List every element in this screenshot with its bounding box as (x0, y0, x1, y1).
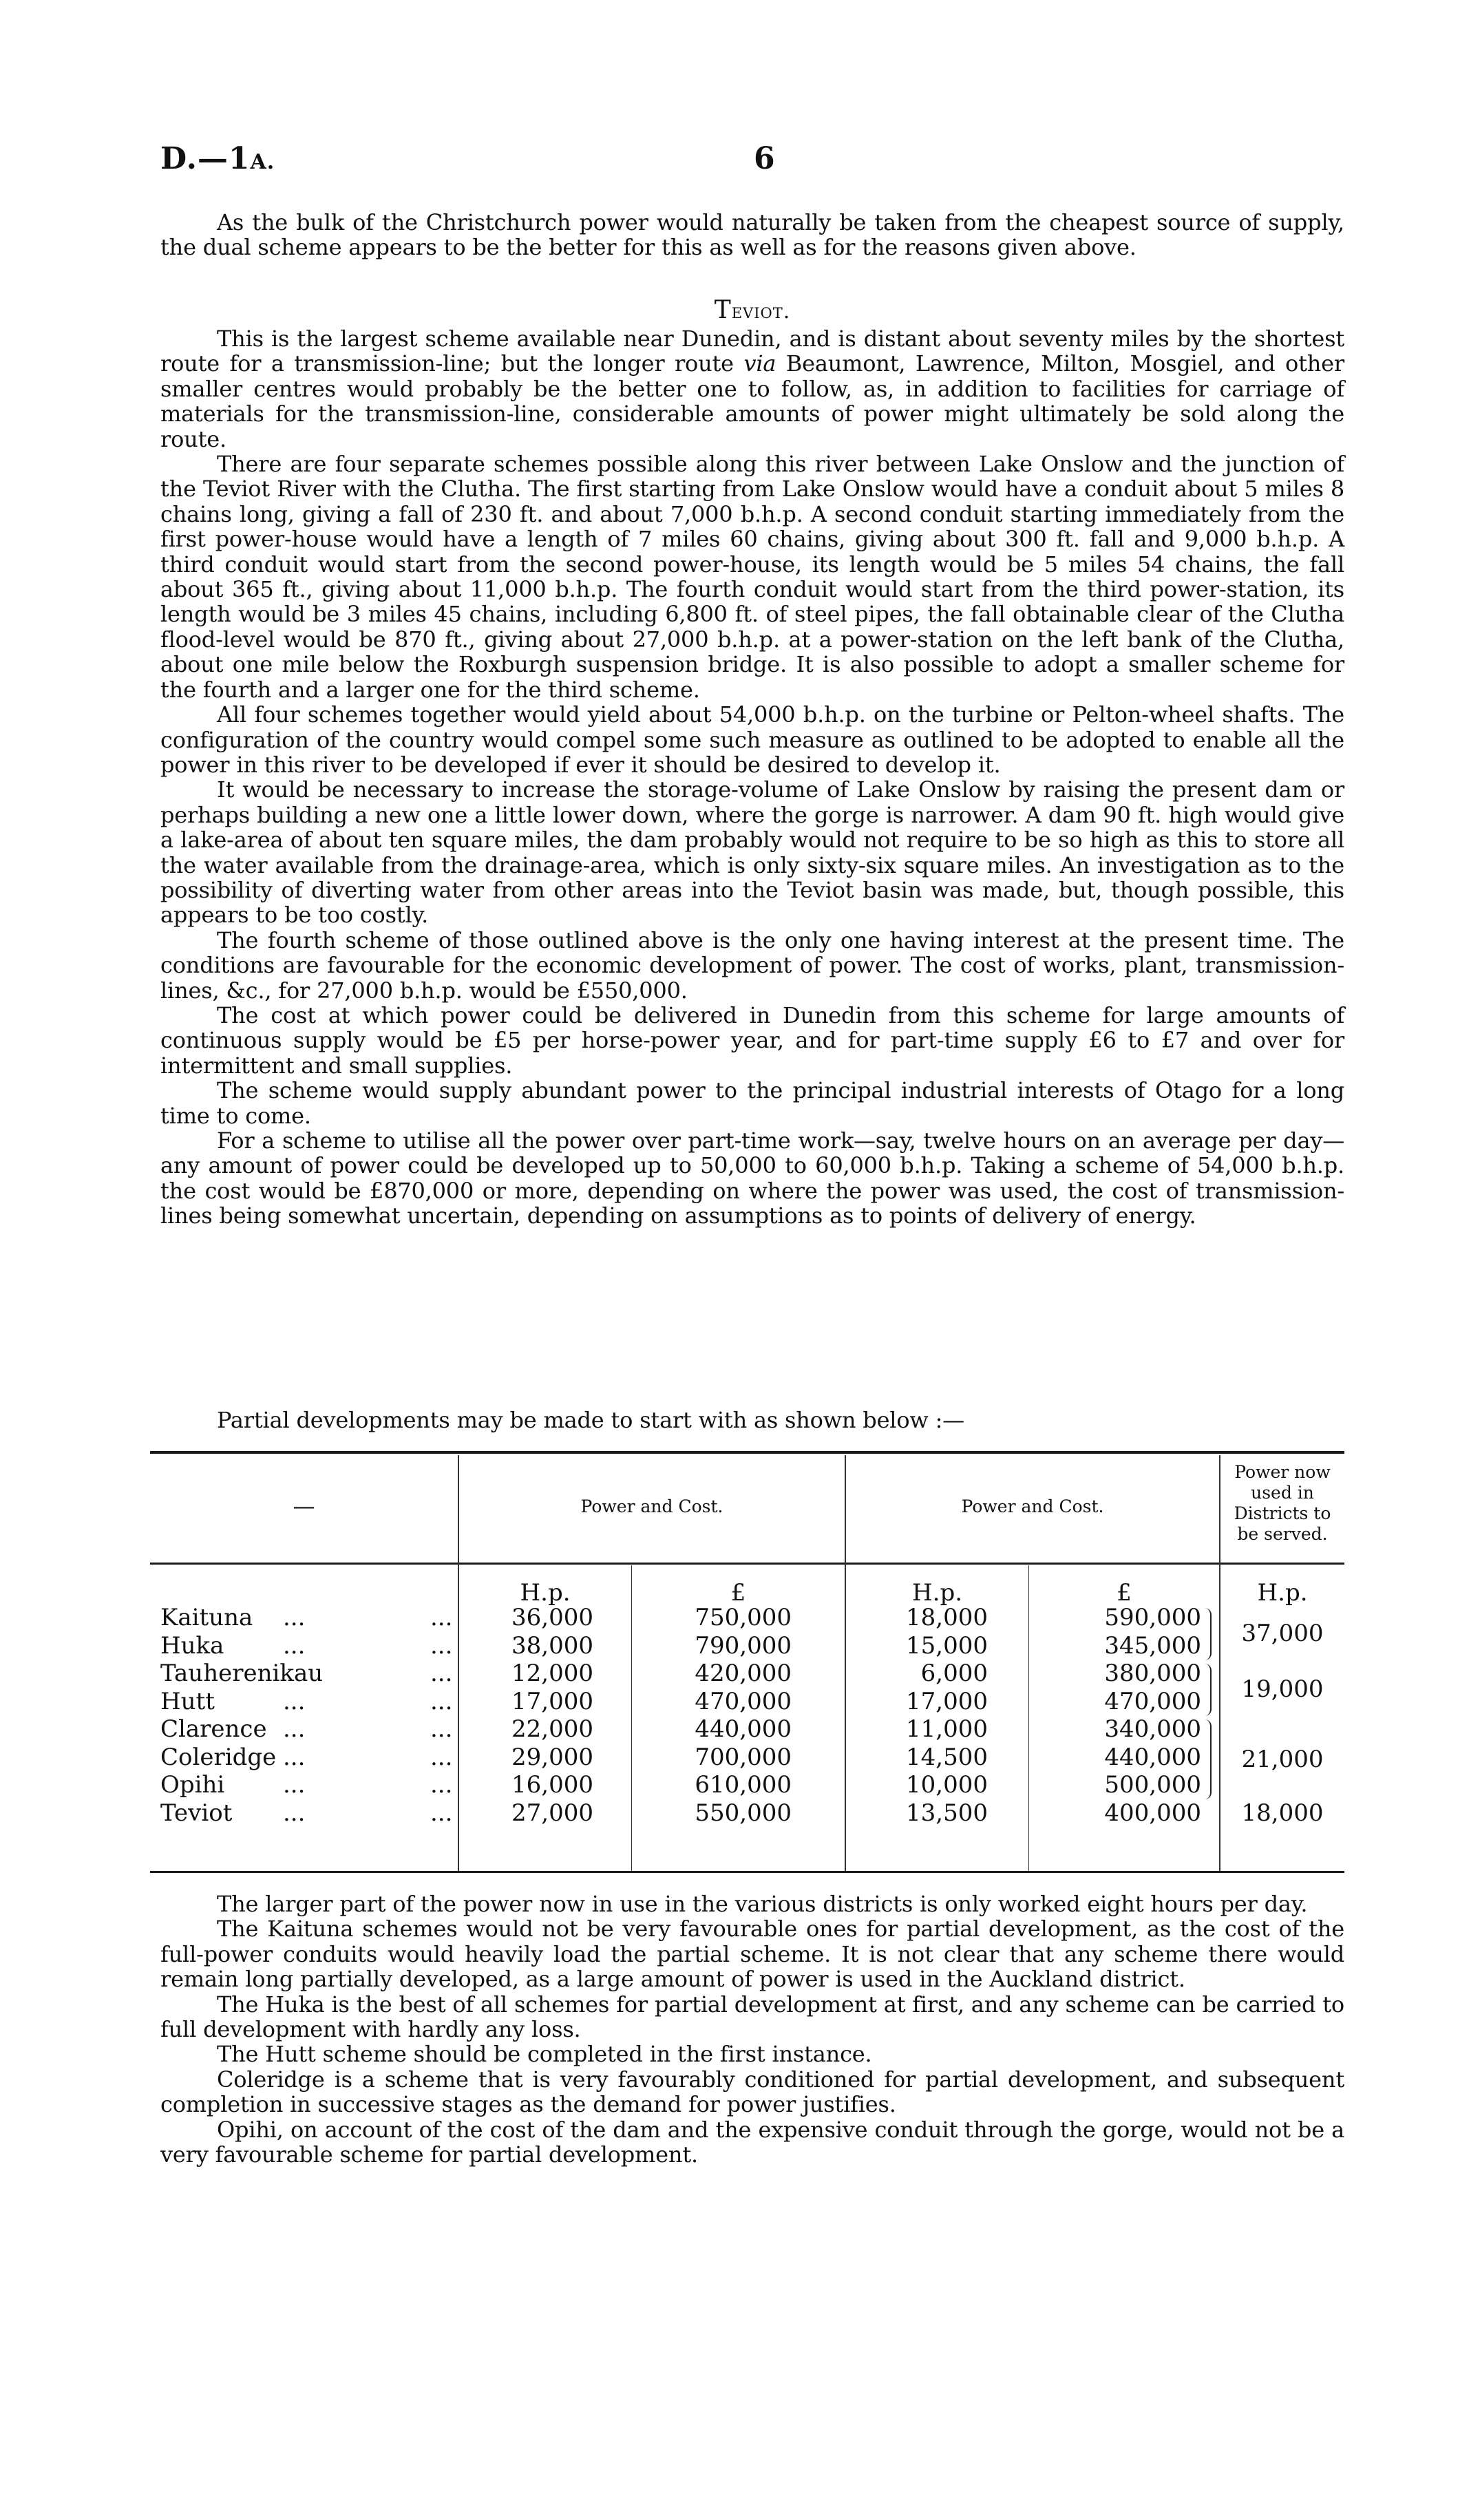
leader-dots: ... (430, 1799, 453, 1827)
cell-hp-full: 29,000 (511, 1743, 593, 1771)
scheme-name: Teviot (160, 1799, 233, 1827)
table-row (160, 1715, 456, 1744)
page-number: 6 (754, 141, 775, 176)
brace-group-3 (1203, 1719, 1212, 1799)
header-power-and-cost-2: Power and Cost. (961, 1496, 1104, 1516)
scheme-name: Tauherenikau (160, 1660, 324, 1687)
partial-hp-column (846, 1604, 988, 1827)
cell-cost-full: 700,000 (695, 1743, 792, 1771)
closing-paragraph-3: The Huka is the best of all schemes for partial development at first, and any scheme can be carried to full development with hardly any loss. (160, 1991, 1344, 2043)
cell-cost-partial: 340,000 (1104, 1715, 1201, 1743)
unit-hp-3: H.p. (1257, 1579, 1308, 1607)
text-run: Beaumont, Lawrence, Milton, Mosgiel, and other smaller centres would probably be the better one to follow, as, in addition to facilities for carriage of materials for the transmission-line, considerable amounts of power might ultimately be sold along the route. (160, 350, 1344, 452)
cell-cost-partial: 470,000 (1104, 1687, 1201, 1715)
leader-dots: ... (430, 1660, 453, 1687)
partial-developments-table (150, 1451, 1344, 1872)
cell-hp-partial: 10,000 (906, 1771, 988, 1799)
table-row (160, 1632, 456, 1660)
heading-initial: T (714, 296, 732, 324)
cell-hp-full: 36,000 (511, 1604, 593, 1631)
cell-hp-partial: 15,000 (906, 1631, 988, 1660)
table-row (160, 1771, 456, 1799)
intro-section (160, 210, 1344, 260)
teviot-paragraph-7: The scheme would supply abundant power to the principal industrial interests of Otago for a long time to come. (160, 1077, 1344, 1129)
cell-cost-partial: 400,000 (1104, 1799, 1201, 1827)
unit-hp-1: H.p. (520, 1579, 571, 1607)
section-heading-teviot (160, 296, 1344, 324)
table-row (160, 1799, 456, 1828)
scheme-name: Kaituna (160, 1604, 253, 1631)
teviot-paragraph-5: The fourth scheme of those outlined above is the only one having interest at the present time. The conditions are favourable for the economic development of power. The cost of works, plant, transmission-lines, &c., for 27,000 b.h.p. would be £550,000. (160, 927, 1344, 1004)
page-header (160, 141, 1344, 182)
header-line: Districts to (1234, 1503, 1331, 1523)
cell-hp-full: 38,000 (511, 1631, 593, 1660)
scheme-names-column (160, 1604, 456, 1827)
cell-cost-full: 610,000 (695, 1771, 792, 1799)
leader-dots: ... (430, 1631, 453, 1660)
unit-hp-2: H.p. (911, 1579, 963, 1607)
leader-dots: ... (430, 1604, 453, 1631)
header-power-and-cost-1: Power and Cost. (580, 1496, 723, 1516)
scheme-name: Huka (160, 1631, 224, 1660)
cell-cost-full: 440,000 (695, 1715, 792, 1743)
table-intro (160, 1408, 1344, 1432)
document-reference (160, 141, 275, 176)
cell-cost-partial: 590,000 (1104, 1604, 1201, 1631)
doc-ref-suffix: A. (250, 150, 275, 174)
closing-paragraph-4: The Hutt scheme should be completed in the first instance. (217, 2041, 872, 2068)
table-intro-text: Partial developments may be made to start with as shown below :— (217, 1407, 964, 1433)
cell-hp-partial: 11,000 (906, 1715, 988, 1743)
teviot-paragraph-8: For a scheme to utilise all the power over part-time work—say, twelve hours on an average per day—any amount of power could be developed up to 50,000 to 60,000 b.h.p. Taking a scheme of 54,000 b.h.p. the cost would be £870,000 or more, depending on where the power was used, the cost of transmission-lines being somewhat uncertain, depending on assumptions as to points of delivery of energy. (160, 1127, 1344, 1229)
italic-via: via (743, 350, 776, 377)
cell-hp-partial: 6,000 (920, 1660, 988, 1687)
cell-hp-full: 27,000 (511, 1799, 593, 1827)
text-run: This is the largest scheme available near Dunedin, and is distant about seventy miles by the shortest route for a transmission-line; but the longer route (160, 326, 1344, 377)
teviot-paragraph-1 (160, 326, 1344, 452)
table-row (160, 1688, 456, 1716)
closing-paragraph-2: The Kaituna schemes would not be very favourable ones for partial development, as the cost of the full-power conduits would heavily load the partial scheme. It is not clear that any scheme there would remain long partially developed, as a large amount of power is used in the Auckland district. (160, 1916, 1344, 1993)
leader-dots: ... (283, 1743, 306, 1771)
cell-cost-full: 750,000 (695, 1604, 792, 1631)
closing-paragraph-5: Coleridge is a scheme that is very favourably conditioned for partial development, and subsequent completion in successive stages as the demand for power justifies. (160, 2066, 1344, 2118)
table-row (160, 1660, 456, 1688)
cell-hp-partial: 17,000 (906, 1687, 988, 1715)
brace-group-2 (1203, 1664, 1212, 1716)
scheme-name: Opihi (160, 1771, 225, 1799)
leader-dots: ... (430, 1687, 453, 1715)
intro-paragraph: As the bulk of the Christchurch power would naturally be taken from the cheapest source of supply, the dual scheme appears to be the better for this as well as for the reasons given above. (160, 209, 1344, 261)
leader-dots: ... (430, 1771, 453, 1799)
leader-dots: ... (283, 1631, 306, 1660)
district-hp-group-2: 19,000 (1241, 1675, 1324, 1703)
cell-hp-full: 16,000 (511, 1771, 593, 1799)
full-cost-column (632, 1604, 792, 1827)
brace-group-1 (1203, 1608, 1212, 1660)
teviot-paragraph-3: All four schemes together would yield about 54,000 b.h.p. on the turbine or Pelton-wheel shafts. The configuration of the country would compel some such measure as outlined to be adopted to enable all the power in this river to be developed if ever it should be desired to develop it. (160, 701, 1344, 778)
heading-rest: eviot. (731, 299, 791, 324)
teviot-paragraph-4: It would be necessary to increase the storage-volume of Lake Onslow by raising the present dam or perhaps building a new one a little lower down, where the gorge is narrower. A dam 90 ft. high would give a lake-area of about ten square miles, the dam probably would not require to be so high as this to store all the water available from the drainage-area, which is only sixty-six square miles. An investigation as to the possibility of diverting water from other areas into the Teviot basin was made, but, though possible, this appears to be too costly. (160, 776, 1344, 929)
table-bottom-rule (150, 1871, 1344, 1873)
unit-pound-2: £ (1117, 1579, 1132, 1607)
header-line: Power now (1234, 1462, 1331, 1482)
leader-dots: ... (430, 1715, 453, 1743)
table-header-rule (150, 1563, 1344, 1565)
cell-hp-partial: 18,000 (906, 1604, 988, 1631)
cell-hp-partial: 13,500 (906, 1799, 988, 1827)
cell-hp-full: 17,000 (511, 1687, 593, 1715)
cell-hp-partial: 14,500 (906, 1743, 988, 1771)
district-hp-group-4: 18,000 (1241, 1799, 1324, 1827)
district-hp-group-3: 21,000 (1241, 1746, 1324, 1773)
closing-paragraph-6: Opihi, on account of the cost of the dam and the expensive conduit through the gorge, would not be a very favourable scheme for partial development. (160, 2116, 1344, 2168)
cell-cost-full: 470,000 (695, 1687, 792, 1715)
header-line: used in (1251, 1483, 1314, 1503)
table-row (160, 1744, 456, 1772)
leader-dots: ... (283, 1799, 306, 1827)
header-line: be served. (1237, 1524, 1328, 1544)
teviot-section (160, 326, 1344, 1229)
leader-dots: ... (283, 1687, 306, 1715)
header-power-now-used (1220, 1462, 1344, 1545)
cell-cost-partial: 345,000 (1104, 1631, 1201, 1660)
cell-hp-full: 22,000 (511, 1715, 593, 1743)
closing-section (160, 1892, 1344, 2167)
cell-cost-full: 790,000 (695, 1631, 792, 1660)
partial-cost-column (1029, 1604, 1201, 1827)
full-hp-column (459, 1604, 593, 1827)
table-row (160, 1604, 456, 1632)
cell-hp-full: 12,000 (511, 1660, 593, 1687)
unit-pound-1: £ (730, 1579, 746, 1607)
cell-cost-partial: 440,000 (1104, 1743, 1201, 1771)
scheme-name: Coleridge (160, 1743, 277, 1771)
cell-cost-partial: 380,000 (1104, 1660, 1201, 1687)
teviot-paragraph-2: There are four separate schemes possible along this river between Lake Onslow and the junction of the Teviot River with the Clutha. The first starting from Lake Onslow would have a conduit about 5 miles 8 chains long, giving a fall of 230 ft. and about 7,000 b.h.p. A second conduit starting immediately from the first power-house would have a length of 7 miles 60 chains, giving about 300 ft. fall and 9,000 b.h.p. A third conduit would start from the second power-house, its length would be 5 miles 54 chains, the fall about 365 ft., giving about 11,000 b.h.p. The fourth conduit would start from the third power-station, its length would be 3 miles 45 chains, including 6,800 ft. of steel pipes, the fall obtainable clear of the Clutha flood-level would be 870 ft., giving about 27,000 b.h.p. at a power-station on the left bank of the Clutha, about one mile below the Roxburgh suspension bridge. It is also possible to adopt a smaller scheme for the fourth and a larger one for the third scheme. (160, 451, 1344, 703)
leader-dots: ... (283, 1715, 306, 1743)
closing-paragraph-1: The larger part of the power now in use in the various districts is only worked eight hours per day. (217, 1891, 1308, 1917)
scheme-name: Clarence (160, 1715, 267, 1743)
cell-cost-full: 420,000 (695, 1660, 792, 1687)
doc-ref-main: D.—1 (160, 141, 251, 176)
leader-dots: ... (283, 1771, 306, 1799)
cell-cost-full: 550,000 (695, 1799, 792, 1827)
teviot-paragraph-6: The cost at which power could be delivered in Dunedin from this scheme for large amounts of continuous supply would be £5 per horse-power year, and for part-time supply £6 to £7 and over for intermittent and small supplies. (160, 1002, 1344, 1079)
table-top-rule (150, 1451, 1344, 1454)
cell-cost-partial: 500,000 (1104, 1771, 1201, 1799)
header-blank-dash: — (293, 1493, 315, 1519)
scheme-name: Hutt (160, 1687, 215, 1715)
leader-dots: ... (430, 1743, 453, 1771)
district-hp-group-1: 37,000 (1241, 1620, 1324, 1647)
leader-dots: ... (283, 1604, 306, 1631)
